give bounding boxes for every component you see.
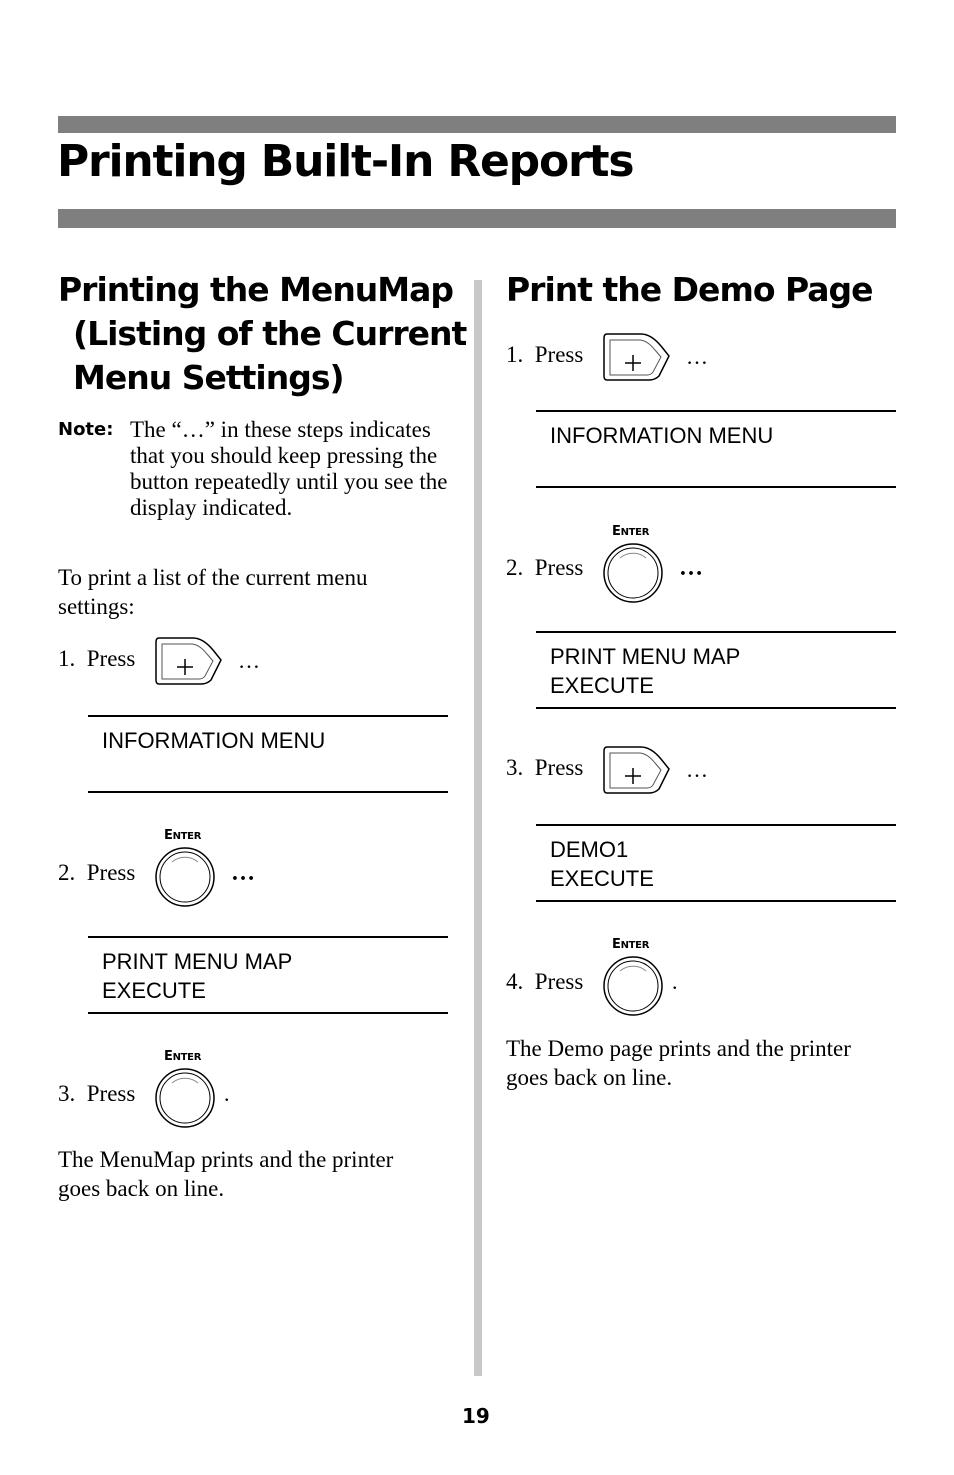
left-display-1-line1: INFORMATION MENU: [102, 728, 326, 753]
right-display-2: [536, 631, 896, 709]
enter-key-left-2[interactable]: [154, 828, 214, 908]
right-display-3-line2: EXECUTE: [550, 866, 654, 891]
left-step-2-suffix: …: [231, 860, 255, 886]
right-step-2-suffix: …: [679, 555, 703, 581]
note-label: Note:: [58, 419, 114, 440]
plus-key-icon[interactable]: [153, 634, 223, 688]
enter-key-right-2[interactable]: [602, 524, 662, 604]
left-outro: The MenuMap prints and the printer goes back on line.: [58, 1147, 394, 1201]
left-intro: To print a list of the current menu settings:: [58, 565, 368, 619]
plus-key-icon[interactable]: [601, 743, 671, 797]
left-display-2: [88, 936, 448, 1014]
left-step-1-suffix: …: [238, 648, 260, 673]
right-step-2-label: 2. Press: [506, 555, 584, 580]
right-heading: Print the Demo Page: [506, 270, 873, 309]
enter-key-label: ENTER: [164, 1049, 202, 1064]
left-heading-line2: (Listing of the Current: [73, 314, 467, 353]
header-bottom-bar: [58, 209, 896, 228]
right-step-4-suffix: .: [672, 969, 678, 994]
enter-key-label: ENTER: [612, 524, 650, 539]
page-title: Printing Built-In Reports: [57, 136, 634, 187]
right-display-2-line2: EXECUTE: [550, 673, 654, 698]
left-step-1-label: 1. Press: [58, 646, 136, 671]
right-display-1-line1: INFORMATION MENU: [550, 423, 774, 448]
page-number: 19: [462, 1404, 490, 1428]
plus-key-icon[interactable]: [601, 330, 671, 384]
left-step-2-label: 2. Press: [58, 860, 136, 885]
left-heading-line1: Printing the MenuMap: [58, 270, 454, 309]
right-display-2-line1: PRINT MENU MAP: [550, 644, 741, 669]
enter-key-icon: [154, 846, 216, 908]
right-step-1-suffix: …: [686, 344, 708, 369]
right-display-3: [536, 824, 896, 902]
left-display-2-line1: PRINT MENU MAP: [102, 949, 293, 974]
enter-key-right-4[interactable]: [602, 937, 662, 1017]
enter-key-label: ENTER: [612, 937, 650, 952]
right-step-1-label: 1. Press: [506, 342, 584, 367]
header-top-bar: [58, 116, 896, 133]
right-outro: The Demo page prints and the printer goes back on line.: [506, 1036, 851, 1090]
right-display-3-line1: DEMO1: [550, 837, 629, 862]
enter-key-label: ENTER: [164, 828, 202, 843]
left-display-1: [88, 715, 448, 793]
right-step-3-suffix: …: [686, 757, 708, 782]
column-divider: [474, 280, 482, 1376]
left-display-2-line2: EXECUTE: [102, 978, 206, 1003]
right-step-3-label: 3. Press: [506, 755, 584, 780]
right-step-4-label: 4. Press: [506, 969, 584, 994]
enter-key-icon: [154, 1067, 216, 1129]
enter-key-icon: [602, 542, 664, 604]
left-step-3-suffix: .: [224, 1081, 230, 1106]
note-text: The “…” in these steps indicates that you should keep pressing the button repeatedly until you see the display indicated.: [130, 417, 448, 520]
left-heading-line3: Menu Settings): [73, 358, 344, 397]
right-display-1: [536, 410, 896, 488]
left-heading: [58, 268, 466, 400]
left-step-3-label: 3. Press: [58, 1081, 136, 1106]
enter-key-icon: [602, 955, 664, 1017]
enter-key-left-3[interactable]: [154, 1049, 214, 1129]
